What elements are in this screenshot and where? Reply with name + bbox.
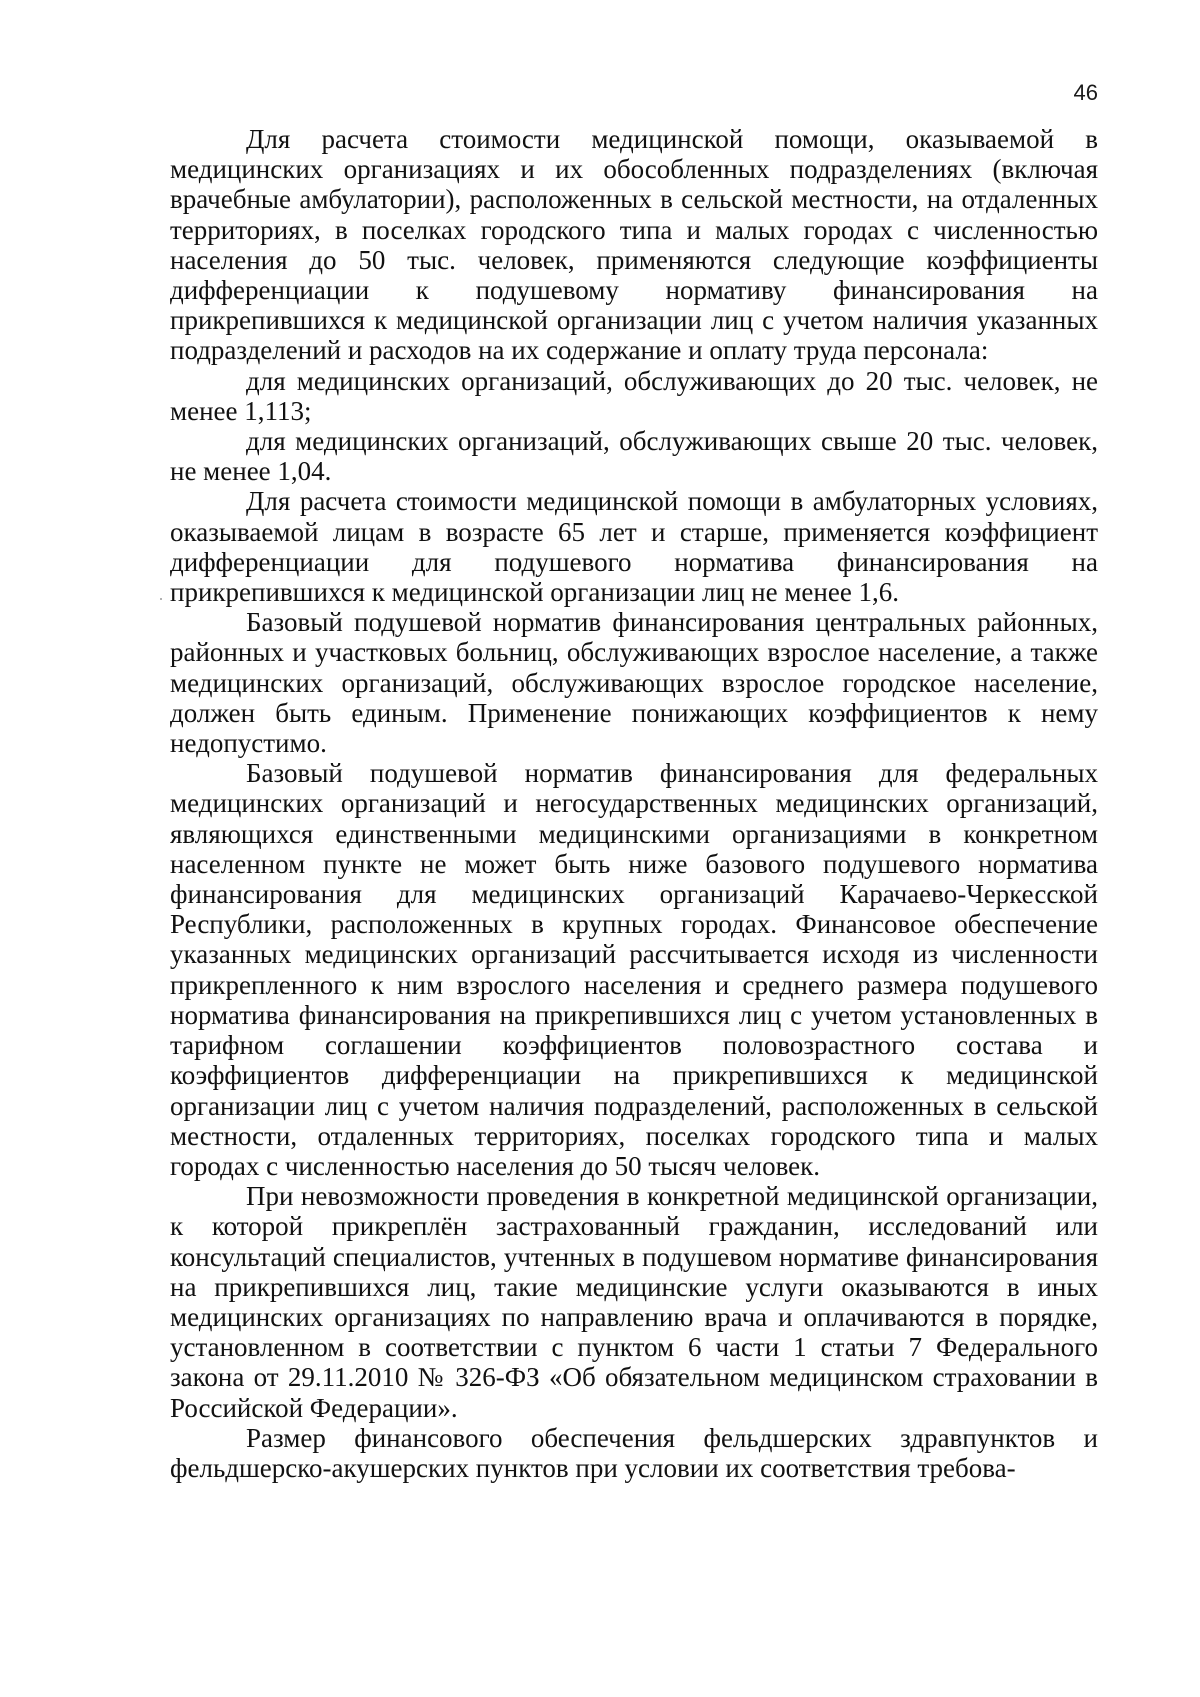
scan-artifact-dot <box>160 598 162 600</box>
paragraph-over-20k: для медицинских организаций, обслуживающих свыше 20 тыс. человек, не менее 1,04. <box>170 426 1098 487</box>
page-number: 46 <box>1073 80 1098 105</box>
paragraph-referral-services: При невозможности проведения в конкретной медицинской организации, к которой прикреплён застрахованный гражданин, исследований или консультаций специалистов, учтенных в подушевом нормативе финансирования на прикрепившихся лиц, такие медицинские услуги оказываются в иных медицинских организациях по направлению врача и оплачиваются в порядке, установленном в соответствии с пунктом 6 части 1 статьи 7 Федерального закона от 29.11.2010 № 326-ФЗ «Об обязательном медицинском страховании в Российской Федерации». <box>170 1181 1098 1423</box>
paragraph-age-65-coefficient: Для расчета стоимости медицинской помощи в амбулаторных условиях, оказываемой лицам в возрасте 65 лет и старше, применяется коэффициент дифференциации для подушевого норматива финансирования на прикрепившихся к медицинской организации лиц не менее 1,6. <box>170 486 1098 608</box>
paragraph-base-norm-federal-organizations: Базовый подушевой норматив финансирования для федеральных медицинских организаций и негосударственных медицинских организаций, являющихся единственными медицинскими организациями в конкретном населенном пункте не может быть ниже базового подушевого норматива финансирования для медицинских организаций Карачаево-Черкесской Республики, расположенных в крупных городах. Финансовое обеспечение указанных медицинских организаций рассчитывается исходя из численности прикрепленного к ним взрослого населения и среднего размера подушевого норматива финансирования на прикрепившихся лиц с учетом установленных в тарифном соглашении коэффициентов половозрастного состава и коэффициентов дифференциации на прикрепившихся к медицинской организации лиц с учетом наличия подразделений, расположенных в сельской местности, отдаленных территориях, поселках городского типа и малых городах с численностью населения до 50 тысяч человек. <box>170 758 1098 1181</box>
document-body <box>170 124 1098 1483</box>
paragraph-up-to-20k: для медицинских организаций, обслуживающих до 20 тыс. человек, не менее 1,113; <box>170 365 1098 426</box>
paragraph-base-norm-district-hospitals: Базовый подушевой норматив финансирования центральных районных, районных и участковых больниц, обслуживающих взрослое население, а также медицинских организаций, обслуживающих взрослое городское население, должен быть единым. Применение понижающих коэффициентов к нему недопустимо. <box>170 607 1098 759</box>
paragraph-feldsher-points: Размер финансового обеспечения фельдшерских здравпунктов и фельдшерско-акушерских пунктов при условии их соответствия требова- <box>170 1422 1098 1483</box>
paragraph-rural-coefficients: Для расчета стоимости медицинской помощи, оказываемой в медицинских организациях и их обособленных подразделениях (включая врачебные амбулатории), расположенных в сельской местности, на отдаленных территориях, в поселках городского типа и малых городах с численностью населения до 50 тыс. человек, применяются следующие коэффициенты дифференциации к подушевому нормативу финансирования на прикрепившихся к медицинской организации лиц с учетом наличия указанных подразделений и расходов на их содержание и оплату труда персонала: <box>170 124 1098 366</box>
